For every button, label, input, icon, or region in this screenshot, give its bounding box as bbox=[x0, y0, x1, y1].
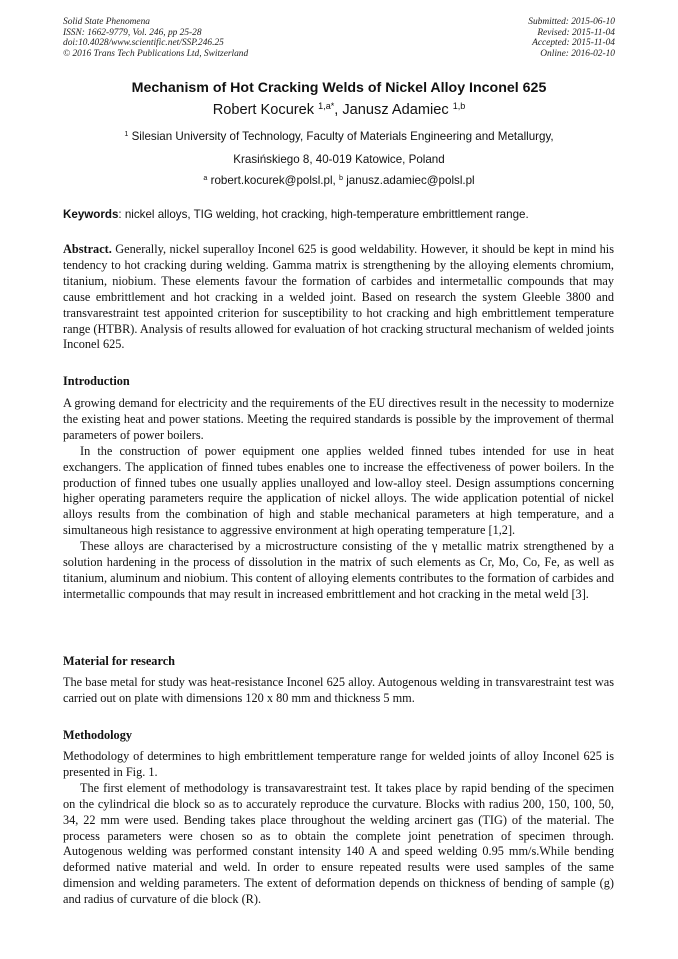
author-name: Janusz Adamiec bbox=[342, 102, 449, 118]
material-body bbox=[63, 675, 614, 707]
keywords bbox=[63, 208, 623, 221]
section-heading-introduction: Introduction bbox=[63, 374, 130, 388]
keywords-label: Keywords bbox=[63, 208, 119, 221]
journal-info bbox=[63, 17, 248, 59]
accepted-date: Accepted: 2015-11-04 bbox=[532, 38, 615, 49]
author-affiliation-marker: 1,a* bbox=[318, 101, 335, 112]
section-heading-material: Material for research bbox=[63, 654, 175, 668]
email-link-a[interactable]: robert.kocurek@polsl.pl, bbox=[210, 174, 339, 187]
abstract-text: Generally, nickel superalloy Inconel 625 is good weldability. However, it should be kept in mind his tendency to hot cracking during welding. Gamma matrix is strengthening by the alloying elements chromium, titanium, niobium. These elements favour the formation of carbides and intermetallic compounds that may cause embrittlement and hot cracking in a welded joint. Based on research the system Gleeble 3800 and transvarestraint test appointed criterion for susceptibility to hot cracking and high embrittlement temperature range (HTBR). Analysis of results allowed for evaluation of hot cracking structural mechanism of welded joints Inconel 625. bbox=[63, 242, 614, 352]
doi-line: doi:10.4028/www.scientific.net/SSP.246.25 bbox=[63, 38, 224, 49]
paragraph: A growing demand for electricity and the requirements of the EU directives result in the necessity to modernize the existing heat and power stations. Meeting the required standards is possible by the improvement of thermal parameters of power boilers. bbox=[63, 396, 614, 442]
abstract-label: Abstract. bbox=[63, 242, 112, 256]
paragraph: In the construction of power equipment one applies welded finned tubes intended for use in heat exchangers. The application of finned tubes enables one to increase the effectiveness of power boilers. In the production of finned tubes one usually applies unalloyed and low-alloy steel. Design assumptions concerning higher operating parameters require the application of nickel alloys. The wide application potential of nickel alloys results from the combination of high and stable mechanical parameters at high temperature, and a simultaneous high resistance to aggressive environment at high operating temperature [1,2]. bbox=[63, 443, 614, 538]
paragraph: Methodology of determines to high embrittlement temperature range for welded joints of alloy Inconel 625 is presented in Fig. 1. bbox=[63, 749, 614, 779]
issn-line: ISSN: 1662-9779, Vol. 246, pp 25-28 bbox=[63, 27, 202, 38]
author-name: Robert Kocurek bbox=[212, 102, 315, 118]
email-marker: b bbox=[338, 173, 343, 183]
affiliation-line-1 bbox=[63, 130, 615, 143]
author-separator: , bbox=[334, 102, 343, 118]
journal-name: Solid State Phenomena bbox=[63, 17, 150, 27]
paper-title: Mechanism of Hot Cracking Welds of Nickel Alloy Inconel 625 bbox=[131, 80, 547, 96]
affiliation-address: Krasińskiego 8, 40-019 Katowice, Poland bbox=[233, 153, 445, 166]
section-heading-methodology: Methodology bbox=[63, 728, 132, 742]
email-marker: a bbox=[203, 173, 208, 183]
online-date: Online: 2016-02-10 bbox=[540, 48, 615, 59]
keywords-text: : nickel alloys, TIG welding, hot cracking, high-temperature embrittlement range. bbox=[118, 208, 529, 221]
author-affiliation-marker: 1,b bbox=[452, 101, 466, 112]
paragraph: The first element of methodology is transavarestraint test. It takes place by rapid bending of the specimen on the cylindrical die block so as to accurately reproduce the curvature. Blocks with radius 200, 150, 100, 50, 34, 22 mm were used. Bending takes place throughout the welding arcinert gas (TIG) of the material. The process parameters were chosen so as to obtain the complete joint penetration of specimen through. Autogenous welding was performed constant intensity 140 A and speed welding 0.95 mm/s.While bending deformed native material and weld. In order to ensure repeated results were used samples of the same dimension and welding parameters. The extent of deformation depends on thickness of bending of sample (g) and radius of curvature of die block (R). bbox=[63, 780, 614, 907]
email-link-b[interactable]: janusz.adamiec@polsl.pl bbox=[346, 174, 475, 187]
affiliation-institution: Silesian University of Technology, Faculty of Materials Engineering and Metallurgy, bbox=[131, 130, 554, 143]
paragraph: The base metal for study was heat-resistance Inconel 625 alloy. Autogenous welding in transvarestraint test was carried out on plate with dimensions 120 x 80 mm and thickness 5 mm. bbox=[63, 675, 614, 705]
introduction-body bbox=[63, 396, 614, 603]
publication-dates bbox=[528, 17, 615, 59]
affiliation-marker: 1 bbox=[124, 129, 129, 139]
paragraph: These alloys are characterised by a microstructure consisting of the γ metallic matrix strengthened by a solution hardening in the process of dissolution in the matrix of such elements as Cr, Mo, Co, Fe, as well as titanium, aluminum and niobium. This content of alloying elements contributes to the formation of carbides and intermetallic compounds that may result in increased embrittlement and hot cracking in the metal weld [3]. bbox=[63, 539, 614, 601]
copyright-line: © 2016 Trans Tech Publications Ltd, Switzerland bbox=[63, 48, 249, 59]
submitted-date: Submitted: 2015-06-10 bbox=[528, 17, 615, 27]
abstract bbox=[63, 242, 614, 353]
author-emails bbox=[63, 174, 615, 187]
revised-date: Revised: 2015-11-04 bbox=[537, 27, 615, 38]
methodology-body bbox=[63, 749, 614, 908]
author-list bbox=[63, 102, 615, 118]
